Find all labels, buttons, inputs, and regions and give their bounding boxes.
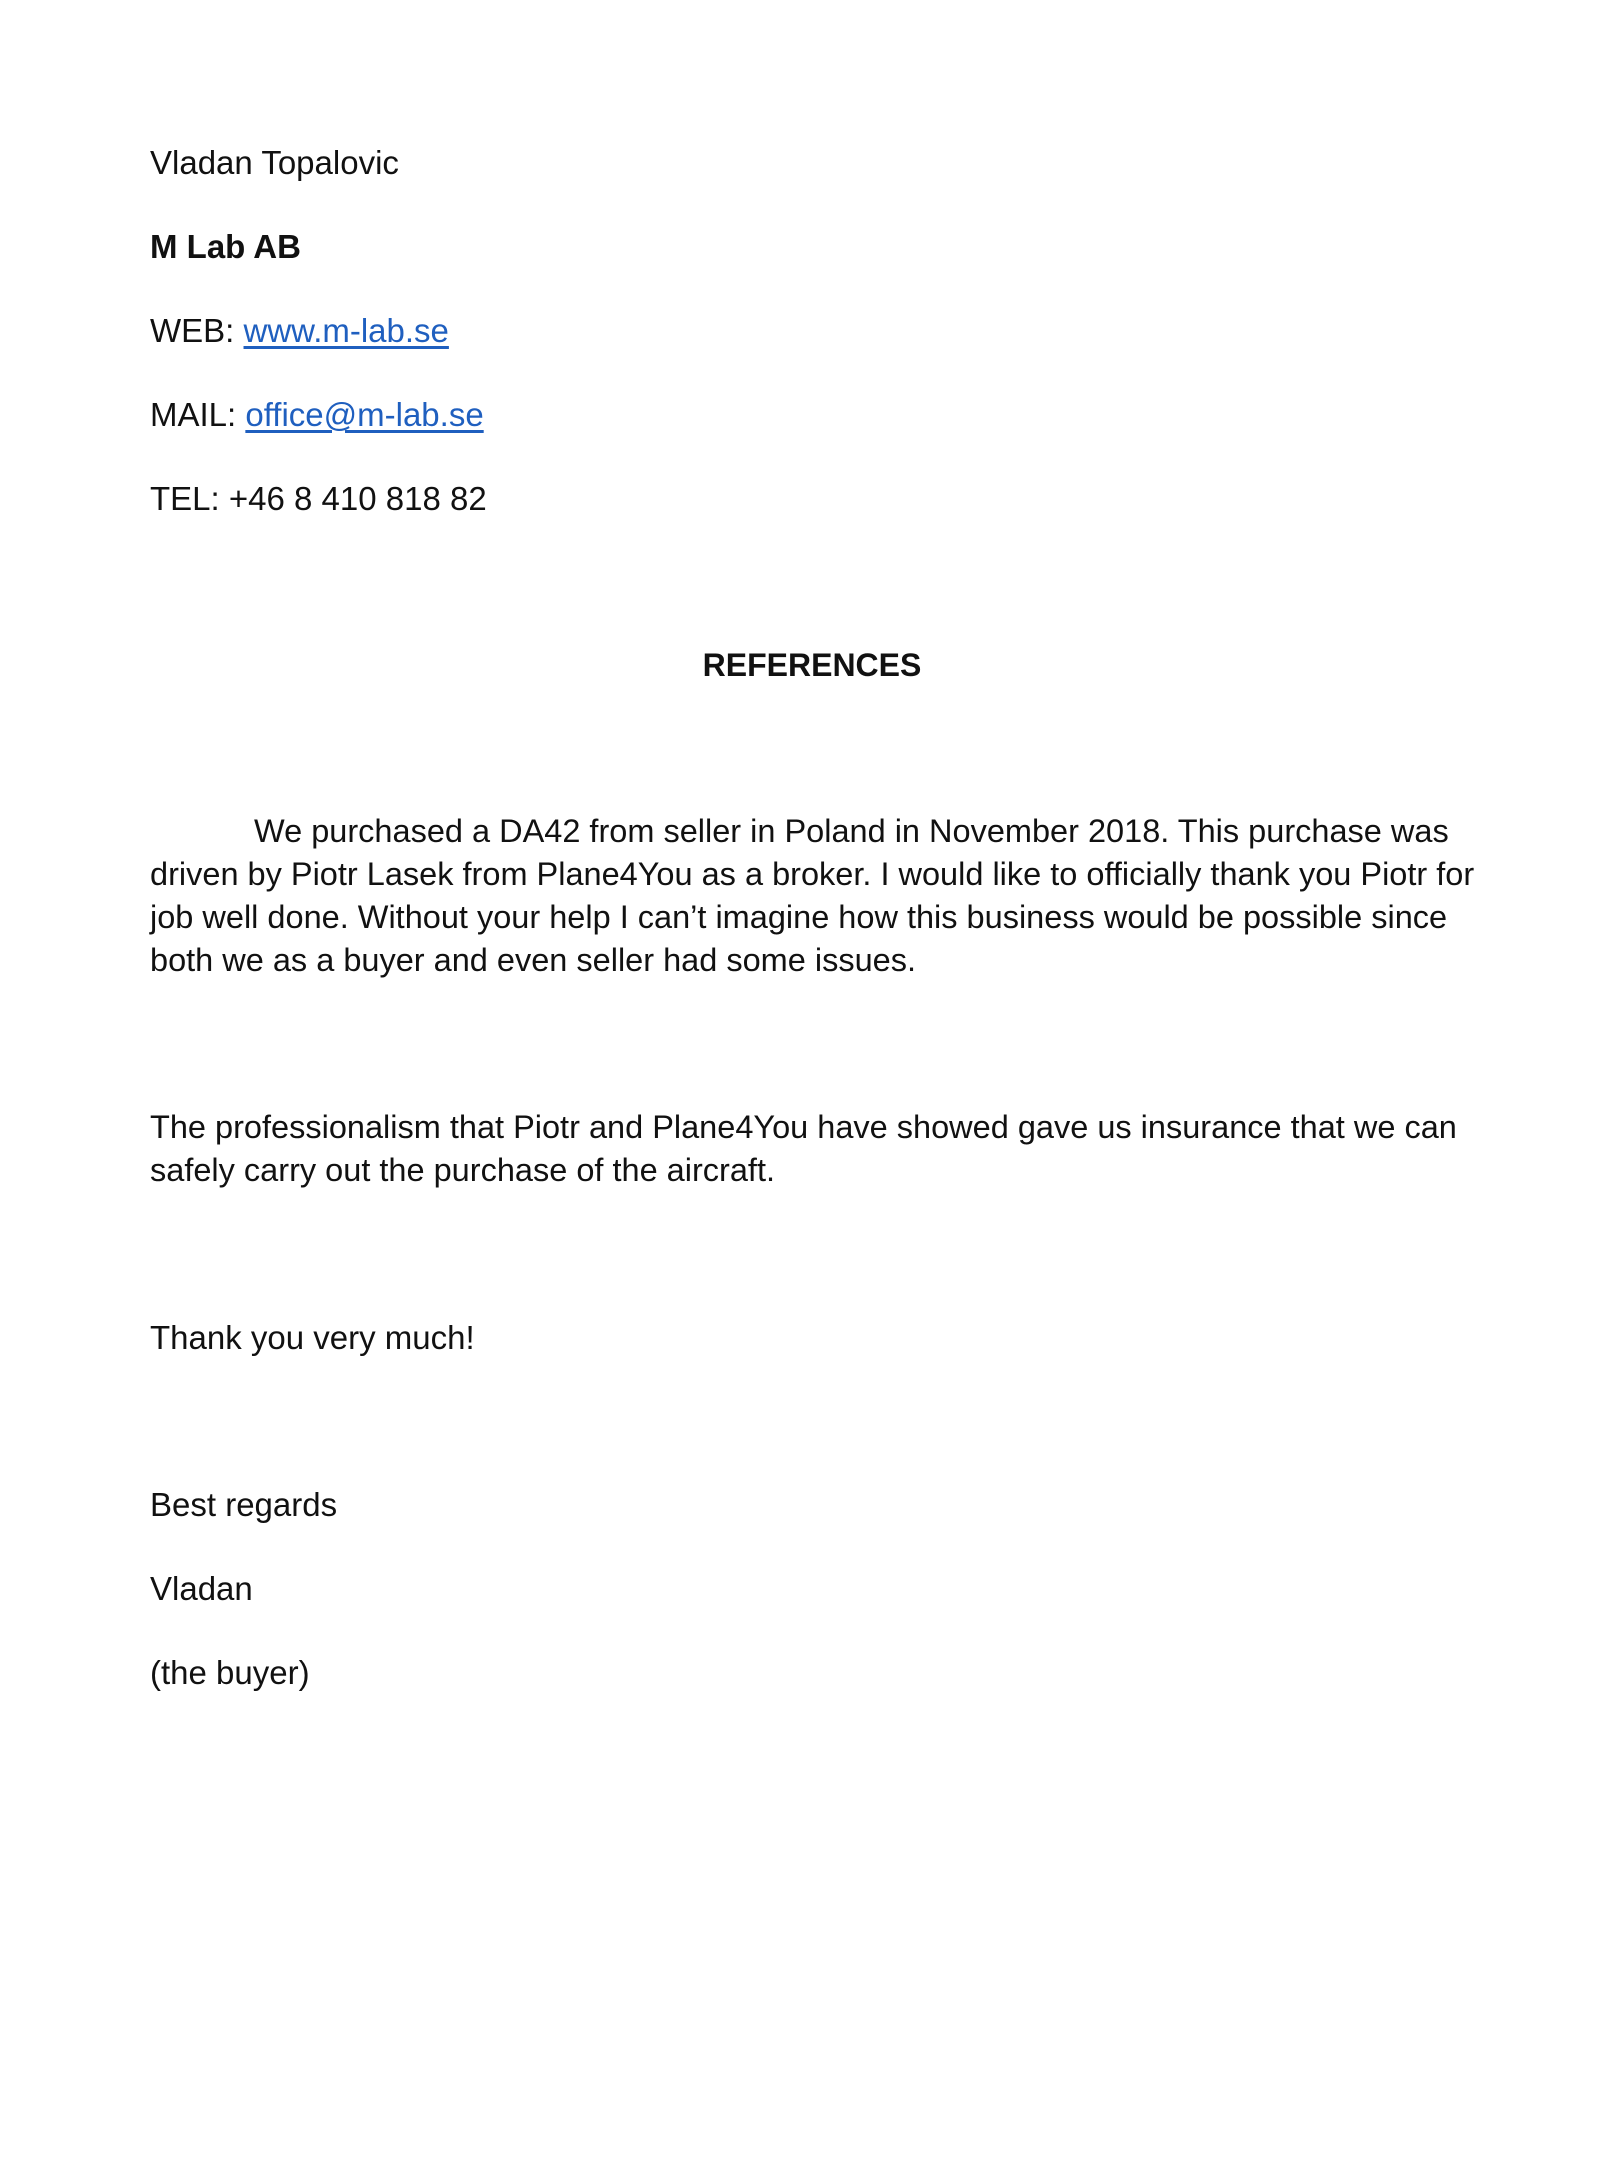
thanks-line: Thank you very much! bbox=[150, 1319, 475, 1356]
page-title: REFERENCES bbox=[702, 647, 922, 683]
mail-label: MAIL: bbox=[150, 396, 246, 433]
signature-role: (the buyer) bbox=[150, 1654, 310, 1691]
telephone: TEL: +46 8 410 818 82 bbox=[150, 480, 487, 517]
mail-link[interactable]: office@m-lab.se bbox=[245, 396, 484, 433]
web-label: WEB: bbox=[150, 312, 244, 349]
closing-regards: Best regards bbox=[150, 1486, 338, 1523]
mail-line bbox=[150, 393, 484, 436]
web-line bbox=[150, 309, 449, 352]
sender-name: Vladan Topalovic bbox=[150, 144, 399, 181]
body-paragraph-1: We purchased a DA42 from seller in Poland in November 2018. This purchase was driven by Piotr Lasek from Plane4You as a broker. I would like to officially thank you Piotr for job well done. Without your help I can’t imagine how this business would be possible since both we as a buyer and even seller had some issues. bbox=[150, 813, 1475, 978]
company-name: M Lab AB bbox=[150, 228, 301, 265]
body-paragraph-2: The professionalism that Piotr and Plane4You have showed gave us insurance that we can safely carry out the purchase of the aircraft. bbox=[150, 1109, 1457, 1188]
web-link[interactable]: www.m-lab.se bbox=[243, 312, 449, 349]
signature-name: Vladan bbox=[150, 1570, 253, 1607]
